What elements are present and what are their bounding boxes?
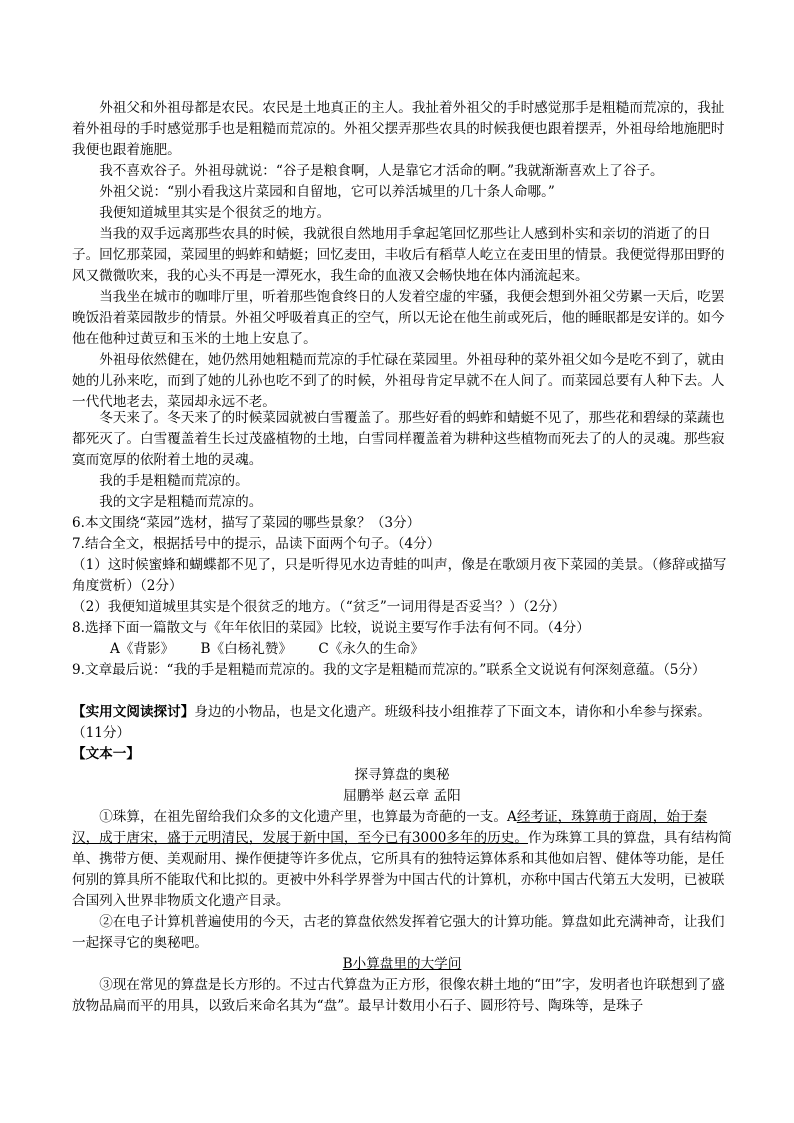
a1-end: 作为珠算工具的算盘，具有结构简单、携带方便、美观耐用、操作便捷等许多优点，它所具有的独特运算体系和其他如启智、健体等功能，是任何别的算具所不能取代和比拟的。更被中外科学界誉为中国古代的计算机，亦称中国古代第五大发明，已被联合国列入世界非物质文化遗产目录。 [72,830,732,909]
question-7-part-1: （1）这时候蜜蜂和蝴蝶都不见了，只是听得见水边青蛙的叫声，像是在歌颂月夜下菜园的美景。（修辞或描写角度赏析）（2分） [72,557,727,594]
section-heading-label: 【实用文阅读探讨】 [72,704,195,720]
section-heading [72,702,732,744]
question-8-options [110,639,770,660]
paragraph-2: 我不喜欢谷子。外祖母就说：“谷子是粮食啊，人是靠它才活命的啊。”我就渐渐喜欢上了谷子。 [99,163,664,179]
article-paragraph-1 [72,807,732,912]
paragraph-9: 我的手是粗糙而荒凉的。 [99,473,249,489]
text-one-label: 【文本一】 [72,746,140,762]
paragraph-7: 外祖母依然健在，她仍然用她粗糙而荒凉的手忙碌在菜园里。外祖母种的菜外祖父如今是吃不到了，就由她的儿孙来吃，而到了她的儿孙也吃不到了的时候，外祖母肯定早就不在人间了。而菜园总要有人种下去。人一代代地老去，菜园却永远不老。 [72,352,725,410]
question-7: 7.结合全文，根据括号中的提示，品读下面两个句子。（4分） [72,536,441,552]
article-title: 探寻算盘的奥秘 [354,767,450,783]
paragraph-3: 外祖父说：“别小看我这片菜园和自留地，它可以养活城里的几十条人命哪。” [99,184,555,200]
question-8: 8.选择下面一篇散文与《年年依旧的菜园》比较，说说主要写作手法有何不同。（4分） [72,620,590,636]
paragraph-6: 当我坐在城市的咖啡厅里，听着那些饱食终日的人发着空虚的牢骚，我便会想到外祖父劳累一天后，吃罢晚饭沿着菜园散步的情景。外祖父呼吸着真正的空气，所以无论在他生前或死后，他的睡眠都是安详的。如今他在他种过黄豆和玉米的土地上安息了。 [72,289,725,347]
paragraph-1: 外祖父和外祖母都是农民。农民是土地真正的主人。我扯着外祖父的手时感觉那手是粗糙而荒凉的，我扯着外祖母的手时感觉那手也是粗糙而荒凉的。外祖父摆弄那些农具的时候我便也跟着摆弄，外祖母给地施肥时我便也跟着施肥。 [72,100,725,158]
article-authors: 屈鹏举 赵云章 孟阳 [343,788,461,804]
option-b: B《白杨礼赞》 [200,641,293,657]
question-6: 6.本文围绕“菜园”选材，描写了菜园的哪些景象？（3分） [72,515,421,531]
article-paragraph-2: ②在电子计算机普遍使用的今天，古老的算盘依然发挥着它强大的计算功能。算盘如此充满神奇，让我们一起探寻它的奥秘吧。 [72,914,725,951]
question-9: 9.文章最后说：“我的手是粗糙而荒凉的。我的文字是粗糙而荒凉的。”联系全文说说有何深刻意蕴。（5分） [72,662,706,678]
question-7-part-2: （2）我便知道城里其实是个很贫乏的地方。（“贫乏”一词用得是否妥当？）（2分） [72,599,566,615]
article-subheading: B小算盘里的大学问 [342,956,462,972]
a1-start: ①珠算，在祖先留给我们众多的文化遗产里，也算最为奇葩的一支。A [99,809,517,825]
paragraph-8: 冬天来了。冬天来了的时候菜园就被白雪覆盖了。那些好看的蚂蚱和蜻蜓不见了，那些花和碧绿的菜蔬也都死灭了。白雪覆盖着生长过茂盛植物的土地，白雪同样覆盖着为耕种这些植物而死去了的人的灵魂。那些寂寞而宽厚的依附着土地的灵魂。 [72,410,725,468]
paragraph-5: 当我的双手远离那些农具的时候，我就很自然地用手拿起笔回忆那些让人感到朴实和亲切的消逝了的日子。回忆那菜园，菜园里的蚂蚱和蜻蜓；回忆麦田，丰收后有稻草人屹立在麦田里的情景。我便觉得那田野的风又微微吹来，我的心头不再是一潭死水，我生命的血液又会畅快地在体内涌流起来。 [72,226,725,284]
option-a: A《背影》 [110,641,175,657]
option-c: C《永久的生命》 [318,641,424,657]
a1-underlined-sentence: 经考证，珠算萌于商周，始于秦汉，成于唐宋，盛于元明清民，发展于新中国，至今已有3000多年的历史。 [72,809,708,846]
paragraph-10: 我的文字是粗糙而荒凉的。 [99,494,263,510]
paragraph-4: 我便知道城里其实是个很贫乏的地方。 [99,205,331,221]
section-heading-text: 身边的小物品，也是文化遗产。班级科技小组推荐了下面文本，请你和小牟参与探索。（11分） [72,704,711,741]
article-paragraph-3: ③现在常见的算盘是长方形的。不过古代算盘为正方形，很像农耕土地的“田”字，发明者也许联想到了盛放物品扁而平的用具，以致后来命名其为“盘”。最早计数用小石子、圆形符号、陶珠等，是珠子 [72,977,725,1014]
